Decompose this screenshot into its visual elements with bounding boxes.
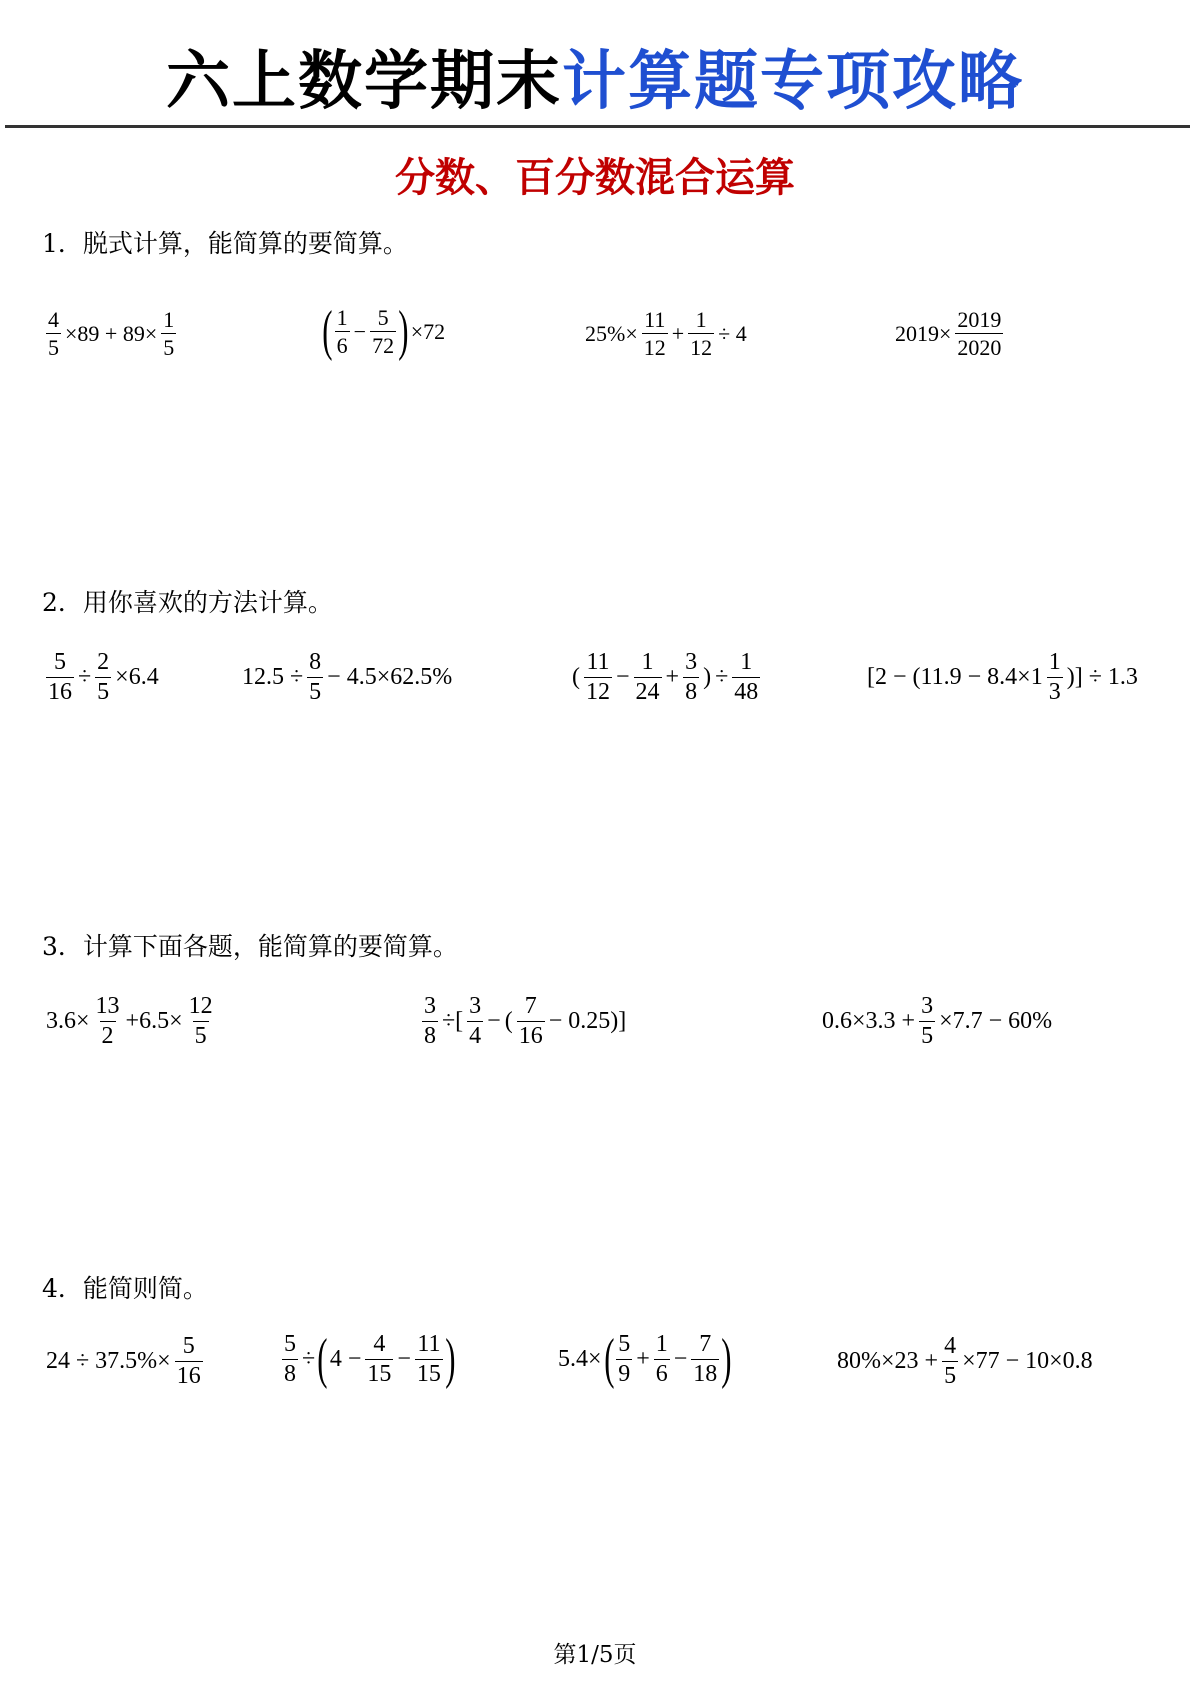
title-part-black: 六上数学期末: [166, 45, 562, 119]
fraction: $\frac{1}{12}$: [690, 307, 713, 361]
fraction: $\frac{4}{15}$: [367, 1331, 392, 1388]
fraction: $\frac{1}{6}$: [336, 305, 348, 359]
fraction: $\frac{1}{3}$: [1048, 649, 1061, 706]
fraction: $\frac{5}{16}$: [48, 649, 72, 706]
fraction: $\frac{13}{2}$: [95, 993, 120, 1050]
fraction: $\frac{3}{4}$: [469, 993, 482, 1050]
fraction: $\frac{4}{5}$: [944, 1333, 957, 1390]
fraction: $\frac{1}{6}$: [655, 1331, 668, 1388]
fraction: $\frac{8}{5}$: [309, 649, 322, 706]
expr-2c: ( $\frac{11}{12}$ − $\frac{1}{24}$ + $\frac{3}{8}$ ) ÷ $\frac{1}{48}$: [572, 649, 759, 706]
fraction: $\frac{3}{5}$: [921, 993, 934, 1050]
question-2-label: 2．用你喜欢的方法计算。: [42, 588, 333, 617]
fraction: $\frac{5}{16}$: [176, 1333, 201, 1390]
expr-3a: 3.6× $\frac{13}{2}$ +6.5× $\frac{12}{5}$: [46, 993, 213, 1050]
expr-1a: $\frac{4}{5}$ ×89 + 89× $\frac{1}{5}$: [48, 307, 175, 361]
fraction: $\frac{5}{9}$: [618, 1331, 631, 1388]
fraction: $\frac{1}{5}$: [163, 307, 175, 361]
fraction: $\frac{11}{15}$: [416, 1331, 441, 1388]
fraction: $\frac{11}{12}$: [586, 649, 610, 706]
expr-4d: 80%×23 + $\frac{4}{5}$ ×77 − 10×0.8: [837, 1333, 1093, 1390]
fraction: $\frac{3}{8}$: [685, 649, 698, 706]
page-number: 第1/5页: [553, 1642, 637, 1668]
fraction: $\frac{11}{12}$: [643, 307, 666, 361]
page-title: [0, 42, 1190, 122]
title-divider: [5, 125, 1190, 128]
question-4-label: 4．能简则简。: [42, 1274, 208, 1303]
expr-4a: 24 ÷ 37.5%× $\frac{5}{16}$: [46, 1333, 201, 1390]
fraction: $\frac{2}{5}$: [97, 649, 110, 706]
expr-4c: 5.4× ( $\frac{5}{9}$ + $\frac{1}{6}$ − $\frac{7}{18}$ ): [558, 1328, 732, 1391]
expr-2d: [2 − (11.9 − 8.4×1 $\frac{1}{3}$ )] ÷ 1.3: [867, 649, 1138, 706]
fraction: $\frac{7}{18}$: [693, 1331, 718, 1388]
section-subtitle: 分数、百分数混合运算: [395, 154, 795, 201]
fraction: $\frac{7}{16}$: [518, 993, 543, 1050]
fraction: $\frac{5}{72}$: [372, 305, 395, 359]
fraction: $\frac{3}{8}$: [424, 993, 436, 1050]
expr-3c: 0.6×3.3 + $\frac{3}{5}$ ×7.7 − 60%: [822, 993, 1053, 1050]
fraction: $\frac{5}{8}$: [284, 1331, 296, 1388]
expr-1c: 25%× $\frac{11}{12}$ + $\frac{1}{12}$ ÷ 4: [585, 307, 747, 361]
expr-3b: $\frac{3}{8}$ ÷[ $\frac{3}{4}$ − ( $\frac{7}{16}$ − 0.25)]: [424, 993, 627, 1050]
expr-2b: 12.5 ÷ $\frac{8}{5}$ − 4.5×62.5%: [242, 649, 453, 706]
fraction: $\frac{12}{5}$: [188, 993, 213, 1050]
fraction: $\frac{4}{5}$: [48, 307, 59, 361]
title-part-blue: 计算题专项攻略: [562, 45, 1024, 119]
fraction: $\frac{1}{48}$: [734, 649, 759, 706]
expr-1d: 2019× $\frac{2019}{2020}$: [895, 307, 1002, 361]
fraction: $\frac{1}{24}$: [635, 649, 660, 706]
fraction: $\frac{2019}{2020}$: [957, 307, 1002, 361]
question-3-label: 3．计算下面各题，能简算的要简算。: [42, 932, 458, 961]
expr-1b: ( $\frac{1}{6}$ − $\frac{5}{72}$ ) ×72: [322, 300, 446, 363]
expr-4b: $\frac{5}{8}$ ÷ ( 4 − $\frac{4}{15}$ − $\frac{11}{15}$ ): [284, 1328, 456, 1391]
question-1-label: 1．脱式计算，能简算的要简算。: [42, 229, 408, 258]
expr-2a: $\frac{5}{16}$ ÷ $\frac{2}{5}$ ×6.4: [48, 649, 159, 706]
